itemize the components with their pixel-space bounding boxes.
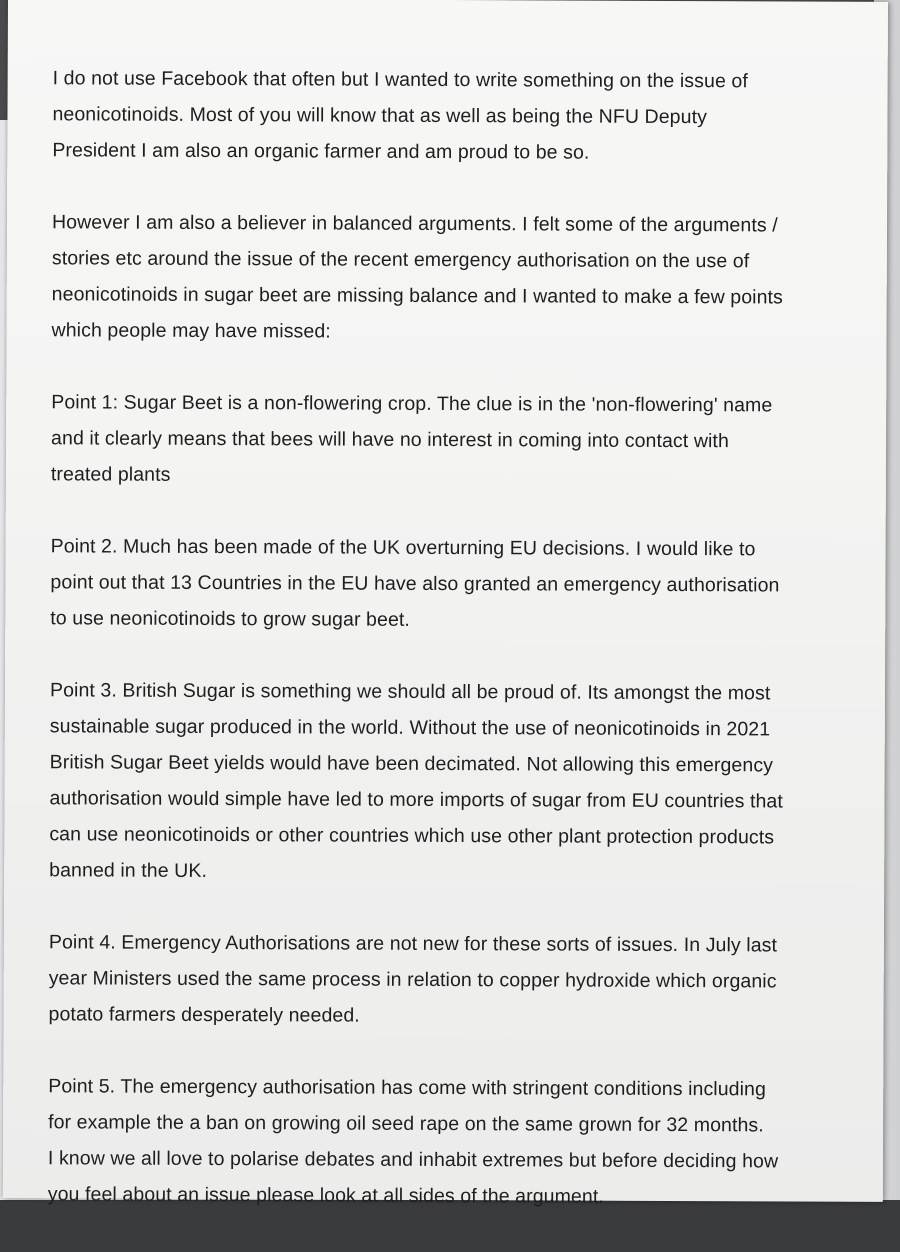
printed-letter-page	[3, 0, 888, 1208]
paragraph-point-5: Point 5. The emergency authorisation has come with stringent conditions including for example the a ban on growing oil seed rape on the same grown for 32 months. I know we all love to polarise debates and inhabit extremes but before deciding how you feel about an issue please look at all sides of the argument.	[47, 1075, 779, 1208]
paragraph-point-1: Point 1: Sugar Beet is a non-flowering crop. The clue is in the 'non-flowering' name and it clearly means that bees will have no interest in coming into contact with treated plants	[50, 391, 773, 486]
paragraph-intro: I do not use Facebook that often but I wanted to write something on the issue of neonicotinoids. Most of you will know that as well as being the NFU Deputy President I am also an organic farmer and am proud to be so.	[52, 67, 748, 164]
paragraph-point-3: Point 3. British Sugar is something we should all be proud of. Its amongst the most sustainable sugar produced in the world. Without the use of neonicotinoids in 2021 British Sugar Beet yields would have been decimated. Not allowing this emergency authorisation would simple have led to more imports of sugar from EU countries that can use neonicotinoids or other countries which use other plant protection products banned in the UK.	[49, 679, 783, 882]
paragraph-point-4: Point 4. Emergency Authorisations are not new for these sorts of issues. In July last year Ministers used the same process in relation to copper hydroxide which organic potato farmers desperately needed.	[48, 931, 778, 1027]
paragraph-point-2: Point 2. Much has been made of the UK overturning EU decisions. I would like to point out that 13 Countries in the EU have also granted an emergency authorisation to use neonicotinoids to grow sugar beet.	[50, 535, 780, 631]
paragraph-balanced-arguments: However I am also a believer in balanced arguments. I felt some of the arguments / stories etc around the issue of the recent emergency authorisation on the use of neonicotinoids in sugar beet are missing balance and I wanted to make a few points which people may have missed:	[51, 211, 783, 343]
letter-body	[48, 60, 863, 1252]
